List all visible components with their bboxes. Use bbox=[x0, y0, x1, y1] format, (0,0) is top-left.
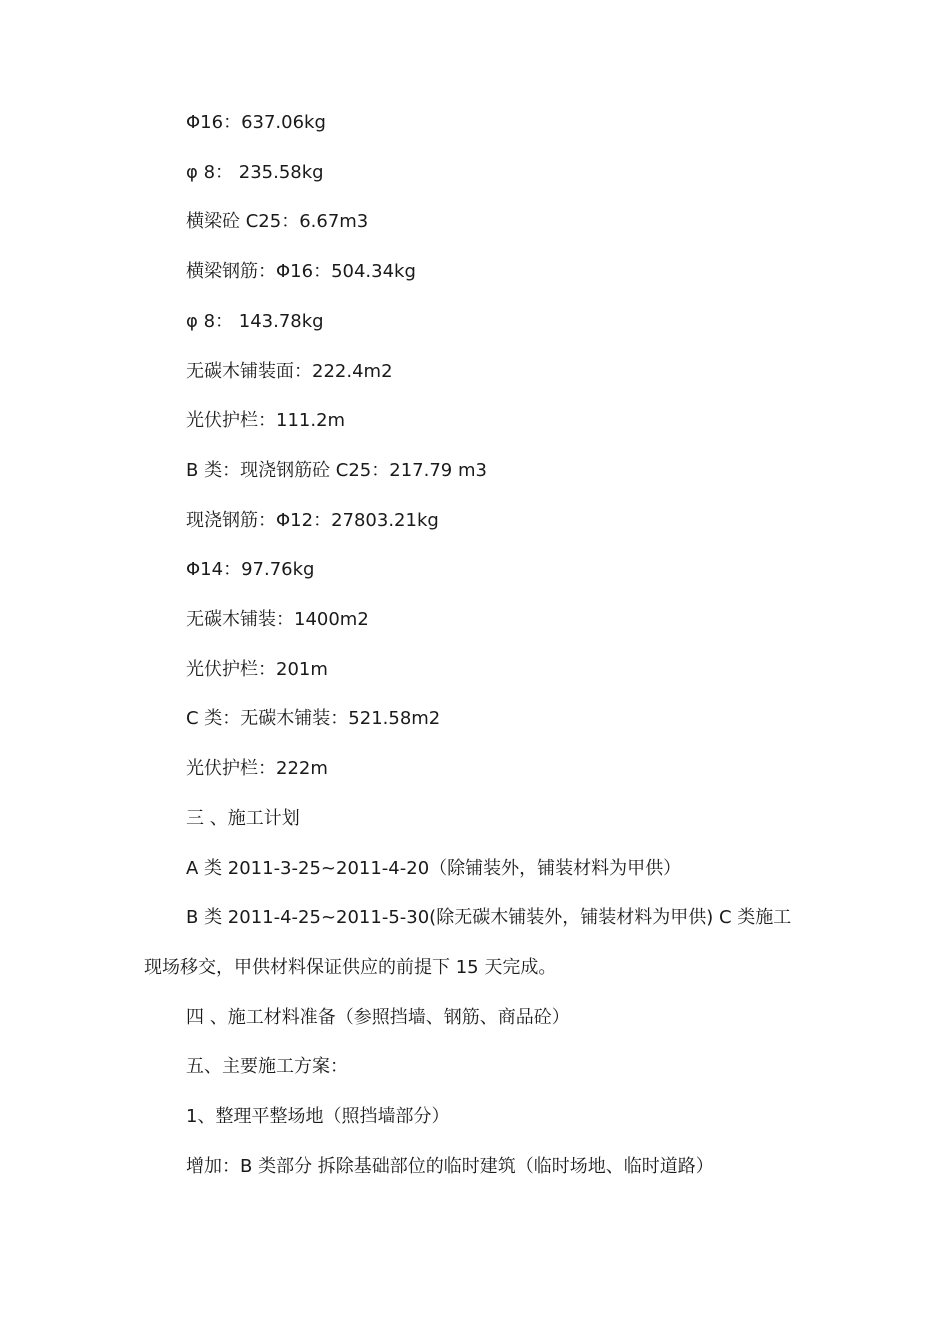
line-beam-concrete: 横梁砼 C25：6.67m3 bbox=[186, 211, 369, 233]
line-addition: 增加：B 类部分 拆除基础部位的临时建筑（临时场地、临时道路） bbox=[186, 1155, 714, 1177]
heading-construction-plan: 三 、施工计划 bbox=[186, 807, 300, 829]
line-class-a-schedule: A 类 2011-3-25~2011-4-20（除铺装外，铺装材料为甲供） bbox=[186, 857, 682, 879]
line-class-b-concrete: B 类：现浇钢筋砼 C25：217.79 m3 bbox=[186, 459, 487, 481]
line-cast-rebar: 现浇钢筋：Φ12：27803.21kg bbox=[186, 509, 439, 531]
line-site-leveling: 1、整理平整场地（照挡墙部分） bbox=[186, 1106, 450, 1128]
line-class-c-paving: C 类：无碳木铺装：521.58m2 bbox=[186, 708, 441, 730]
line-beam-rebar: 横梁钢筋：Φ16：504.34kg bbox=[186, 261, 416, 283]
line-phi14: Φ14：97.76kg bbox=[186, 559, 315, 581]
line-phi8-b: φ 8： 143.78kg bbox=[186, 310, 324, 332]
document-body bbox=[144, 98, 804, 1191]
heading-material-prep: 四 、施工材料准备（参照挡墙、钢筋、商品砼） bbox=[186, 1006, 570, 1028]
line-class-b-schedule: B 类 2011-4-25~2011-5-30(除无碳木铺装外，铺装材料为甲供) C 类施工现场移交，甲供材料保证供应的前提下 15 天完成。 bbox=[144, 907, 792, 978]
line-pv-railing-c: 光伏护栏：222m bbox=[186, 758, 328, 780]
line-phi16: Φ16：637.06kg bbox=[186, 112, 326, 133]
line-pv-railing-a: 光伏护栏：111.2m bbox=[186, 410, 346, 432]
line-carbonless-paving-b: 无碳木铺装：1400m2 bbox=[186, 609, 369, 631]
line-pv-railing-b: 光伏护栏：201m bbox=[186, 658, 328, 680]
line-phi8-a: φ 8： 235.58kg bbox=[186, 161, 324, 183]
line-carbonless-surface: 无碳木铺装面：222.4m2 bbox=[186, 360, 393, 382]
heading-main-scheme: 五、主要施工方案： bbox=[186, 1056, 348, 1078]
